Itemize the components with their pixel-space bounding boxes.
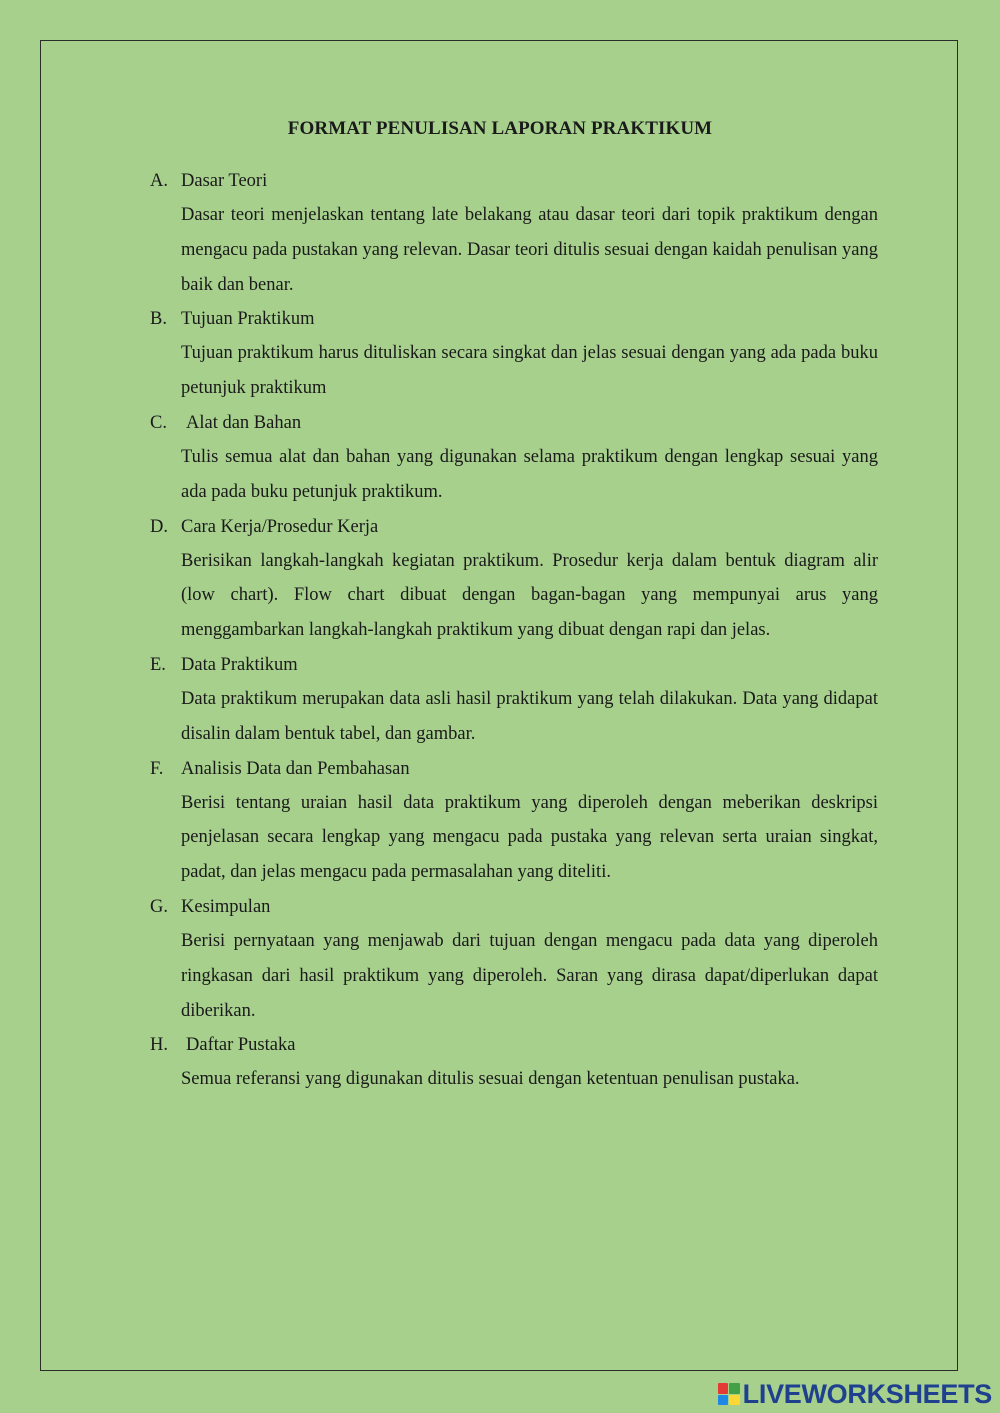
section-title: Tujuan Praktikum <box>181 309 315 330</box>
liveworksheets-logo-icon <box>718 1383 740 1405</box>
section-analisis-data <box>150 752 878 890</box>
logo-square-red <box>718 1383 729 1394</box>
section-body: Dasar teori menjelaskan tentang late belakang atau dasar teori dari topik praktikum dengan mengacu pada pustakan yang relevan. Dasar teori ditulis sesuai dengan kaidah penulisan yang baik dan benar. <box>181 205 878 295</box>
section-title: Alat dan Bahan <box>186 412 302 433</box>
section-body: Semua referansi yang digunakan ditulis sesuai dengan ketentuan penulisan pustaka. <box>181 1069 800 1090</box>
section-data-praktikum <box>150 648 878 752</box>
section-daftar-pustaka <box>150 1028 878 1097</box>
section-body: Berisikan langkah-langkah kegiatan praktikum. Prosedur kerja dalam bentuk diagram alir (low chart). Flow chart dibuat dengan bagan-bagan yang mempunyai arus yang menggambarkan langkah-langkah praktikum yang dibuat dengan rapi dan jelas. <box>181 550 878 641</box>
section-title: Analisis Data dan Pembahasan <box>181 758 410 779</box>
liveworksheets-logo-text: LIVEWORKSHEETS <box>742 1378 992 1409</box>
liveworksheets-logo[interactable] <box>718 1379 992 1409</box>
section-heading <box>150 890 878 924</box>
section-tujuan-praktikum <box>150 302 878 406</box>
section-body: Tujuan praktikum harus dituliskan secara singkat dan jelas sesuai dengan yang ada pada buku petunjuk praktikum <box>181 343 878 399</box>
section-letter: B. <box>150 309 167 330</box>
section-title: Cara Kerja/Prosedur Kerja <box>181 516 379 537</box>
section-letter: G. <box>150 896 168 917</box>
section-title: Kesimpulan <box>181 896 271 917</box>
section-heading <box>150 648 878 682</box>
section-heading <box>150 406 878 440</box>
logo-square-green <box>729 1383 740 1394</box>
section-title: Dasar Teori <box>181 171 268 191</box>
section-body: Data praktikum merupakan data asli hasil praktikum yang telah dilakukan. Data yang didapat disalin dalam bentuk tabel, dan gambar. <box>181 688 878 744</box>
section-heading <box>150 302 878 336</box>
logo-square-yellow <box>729 1395 740 1406</box>
section-heading <box>150 752 878 786</box>
section-heading <box>150 164 878 198</box>
section-cara-kerja <box>150 510 878 648</box>
section-letter: H. <box>150 1035 168 1056</box>
section-heading <box>150 510 878 544</box>
section-heading <box>150 1028 878 1062</box>
section-letter: F. <box>150 758 164 779</box>
section-body: Berisi tentang uraian hasil data praktikum yang diperoleh dengan meberikan deskripsi penjelasan secara lengkap yang mengacu pada pustaka yang relevan serta uraian singkat, padat, dan jelas mengacu pada permasalahan yang diteliti. <box>181 792 878 883</box>
section-alat-dan-bahan <box>150 406 878 510</box>
section-letter: C. <box>150 412 167 433</box>
section-title: Daftar Pustaka <box>186 1035 296 1056</box>
document-content <box>150 164 878 1097</box>
section-letter: A. <box>150 171 168 191</box>
section-body: Berisi pernyataan yang menjawab dari tujuan dengan mengacu pada data yang diperoleh ringkasan dari hasil praktikum yang diperoleh. Saran yang dirasa dapat/diperlukan dapat diberikan. <box>181 930 878 1021</box>
section-title: Data Praktikum <box>181 654 298 675</box>
logo-square-blue <box>718 1395 729 1406</box>
section-kesimpulan <box>150 890 878 1028</box>
document-title: FORMAT PENULISAN LAPORAN PRAKTIKUM <box>287 118 713 139</box>
section-letter: D. <box>150 516 168 537</box>
section-letter: E. <box>150 654 166 675</box>
section-body: Tulis semua alat dan bahan yang digunakan selama praktikum dengan lengkap sesuai yang ada pada buku petunjuk praktikum. <box>181 446 878 502</box>
section-dasar-teori <box>150 164 878 302</box>
